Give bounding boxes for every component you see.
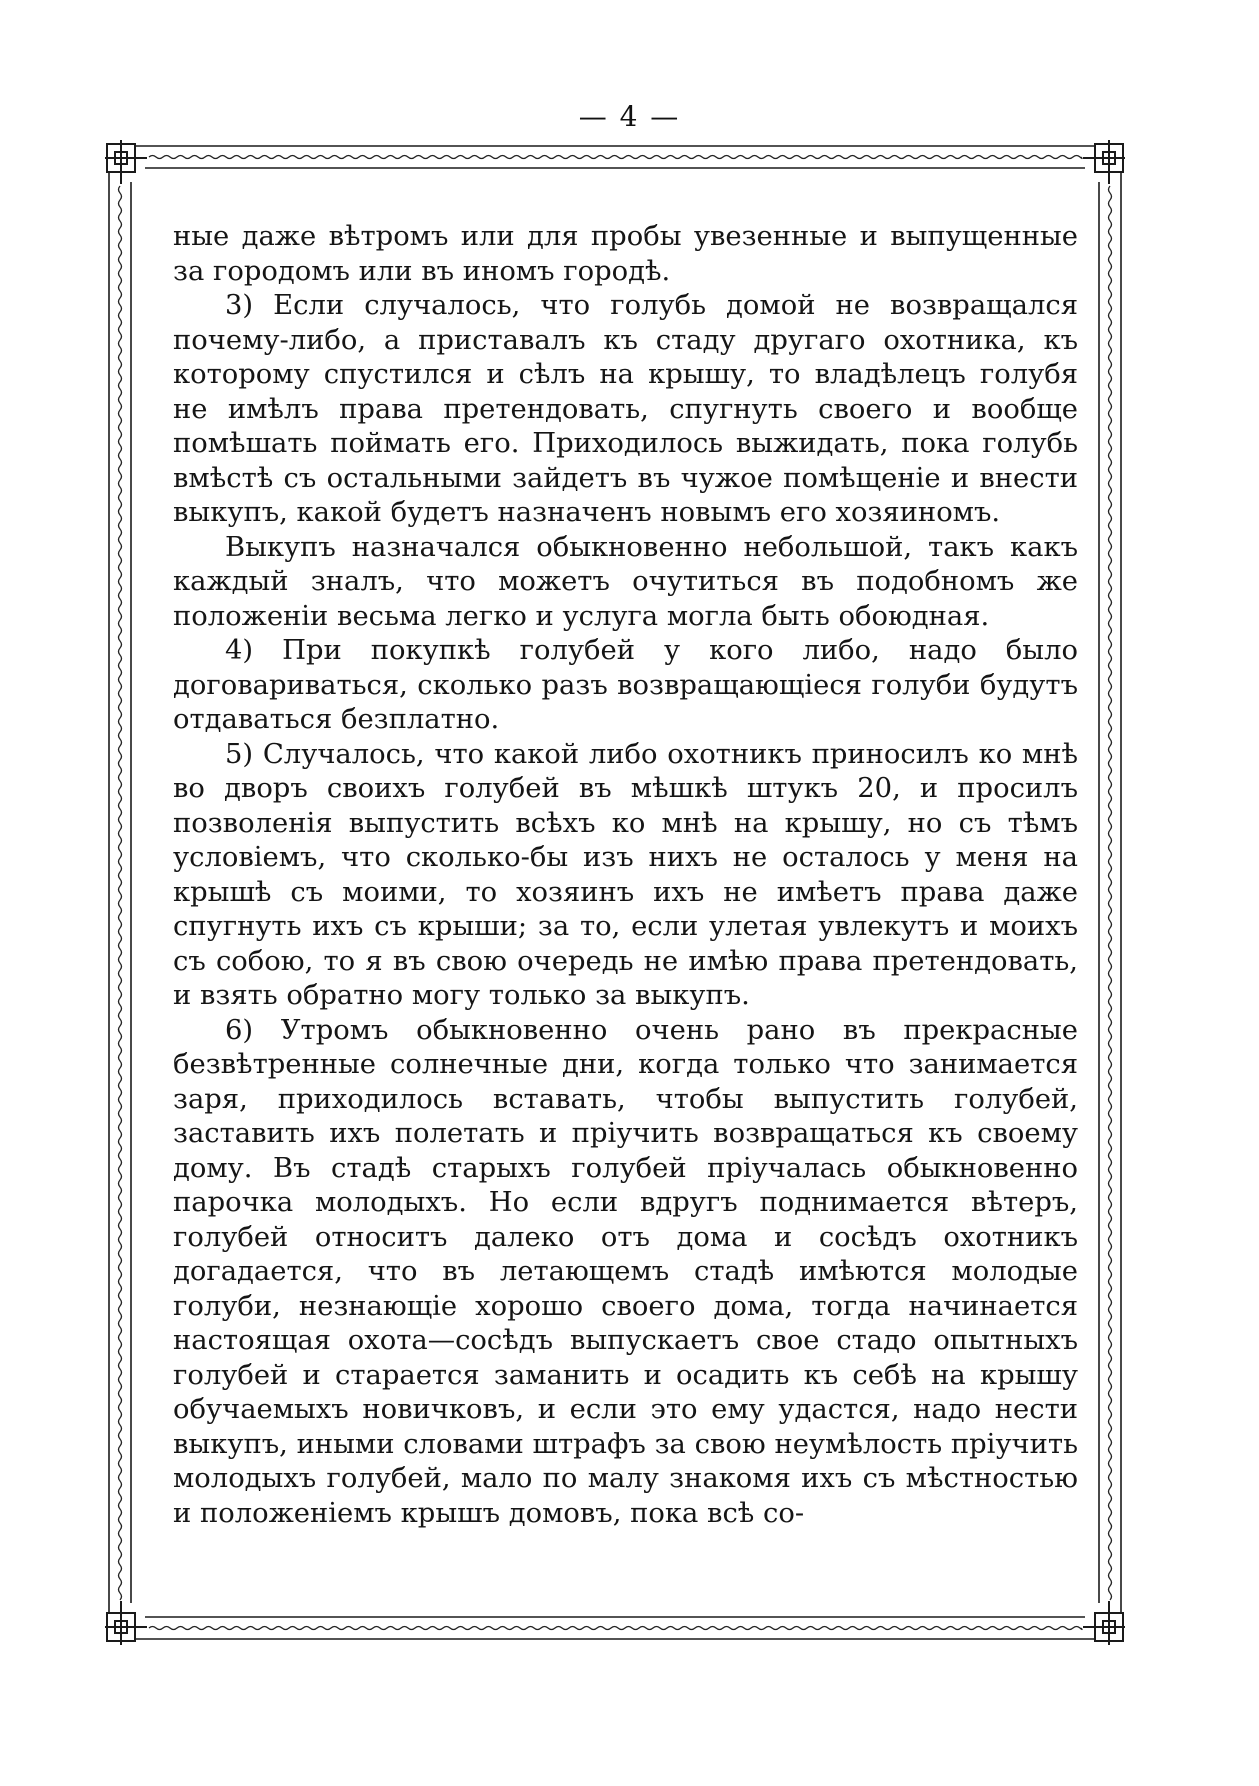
paragraph-ransom: Выкупъ назначался обыкновенно небольшой, такъ какъ каждый зналъ, что можетъ очутиться въ подобномъ же положенiи весьма легко и услуга могла быть обоюдная.: [173, 531, 1078, 632]
paragraph-item-5: 5) Случалось, что какой либо охотникъ приносилъ ко мнѣ во дворъ своихъ голубей въ мѣшкѣ штукъ 20, и просилъ позволенiя выпустить всѣхъ ко мнѣ на крышу, но съ тѣмъ условiемъ, что сколько-бы изъ нихъ не осталось у меня на крышѣ съ моими, то хозяинъ ихъ не имѣетъ права даже спугнуть ихъ съ крыши; за то, если улетая увлекутъ и моихъ съ собою, то я въ свою очередь не имѣю права претендовать, и взять обратно могу только за выкупъ.: [173, 738, 1078, 1011]
ornamental-frame: [105, 140, 1125, 1645]
paragraph-continuation: ные даже вѣтромъ или для пробы увезенные и выпущенные за городомъ или въ иномъ городѣ.: [173, 221, 1078, 287]
body-text: [173, 220, 1078, 1531]
paragraph-item-6: 6) Утромъ обыкновенно очень рано въ прекрасные безвѣтренные солнечные дни, когда только что занимается заря, приходилось вставать, чтобы выпустить голубей, заставить ихъ полетать и прiучить возвращаться къ своему дому. Въ стадѣ старыхъ голубей прiучалась обыкновенно парочка молодыхъ. Но если вдругъ поднимается вѣтеръ, голубей относитъ далеко отъ дома и сосѣдъ охотникъ догадается, что въ летающемъ стадѣ имѣются молодые голуби, незнающiе хорошо своего дома, тогда начинается настоящая охота—сосѣдъ выпускаетъ свое стадо опытныхъ голубей и старается заманить и осадить къ себѣ на крышу обучаемыхъ новичковъ, и если это ему удастся, надо нести выкупъ, иными словами штрафъ за свою неумѣлость прiучить молодыхъ голубей, мало по малу знакомя ихъ съ мѣстностью и положенiемъ крышъ домовъ, пока всѣ со-: [173, 1014, 1078, 1529]
paragraph-item-3: 3) Если случалось, что голубь домой не возвращался почему-либо, а приставалъ къ стаду другаго охотника, къ которому спустился и сѣлъ на крышу, то владѣлецъ голубя не имѣлъ права претендовать, спугнуть своего и вообще помѣшать поймать его. Приходилось выжидать, пока голубь вмѣстѣ съ остальными зайдетъ въ чужое помѣщенiе и внести выкупъ, какой будетъ назначенъ новымъ его хозяиномъ.: [173, 290, 1078, 528]
page-number: — 4 —: [578, 100, 681, 133]
paragraph-item-4: 4) При покупкѣ голубей у кого либо, надо было договариваться, сколько разъ возвращающiеся голуби будутъ отдаваться безплатно.: [173, 635, 1078, 735]
